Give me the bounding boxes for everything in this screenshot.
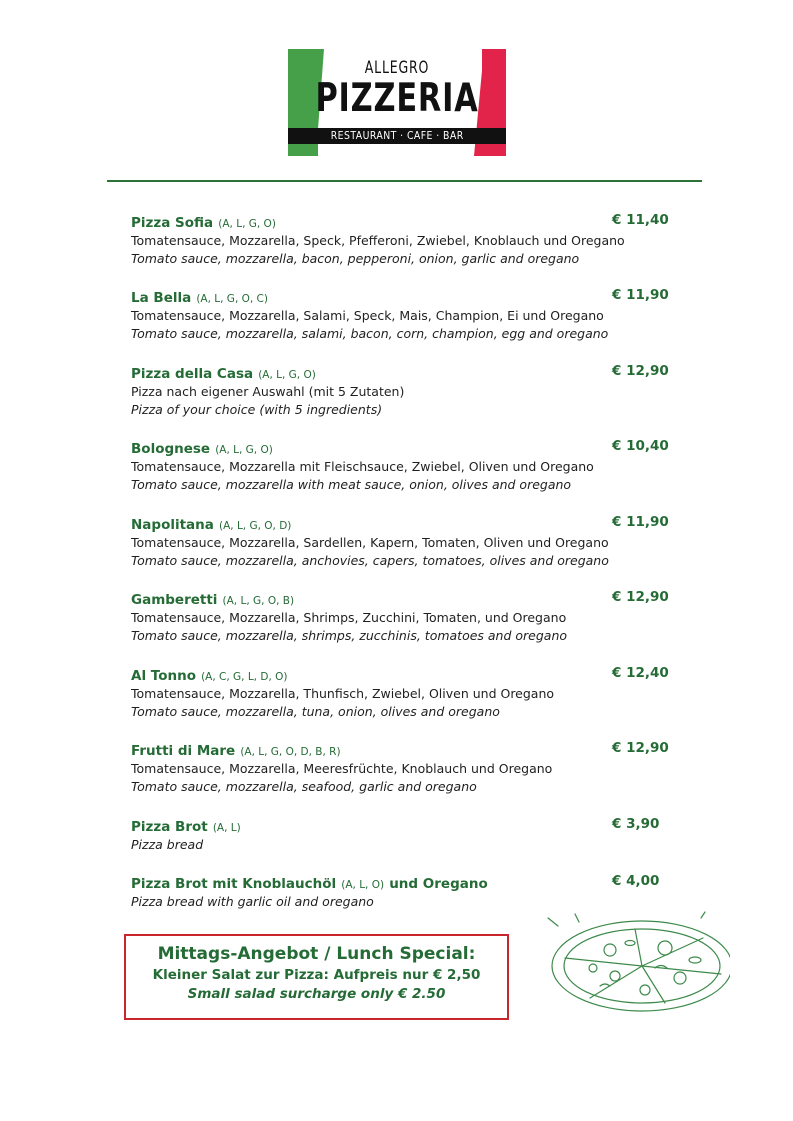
menu-item (131, 589, 691, 665)
item-allergens: (A, L, G, O, C) (196, 293, 268, 305)
item-name: Napolitana (131, 517, 214, 533)
menu-item (131, 212, 691, 287)
item-price: € 4,00 (612, 873, 660, 889)
item-description-en: Pizza bread with garlic oil and oregano (131, 894, 374, 909)
item-price: € 12,90 (612, 363, 669, 379)
item-price: € 12,90 (612, 589, 669, 605)
item-name: Pizza Brot mit Knoblauchöl (131, 876, 337, 892)
item-description-de: Tomatensauce, Mozzarella, Shrimps, Zucchini, Tomaten, und Oregano (131, 610, 567, 625)
item-price: € 12,90 (612, 740, 669, 756)
menu-item (131, 816, 691, 873)
item-allergens: (A, C, G, L, D, O) (201, 671, 288, 683)
item-description-de: Tomatensauce, Mozzarella, Meeresfrüchte, Knoblauch und Oregano (131, 761, 553, 776)
item-description-de: Tomatensauce, Mozzarella, Thunfisch, Zwiebel, Oliven und Oregano (131, 686, 555, 701)
item-description-de: Tomatensauce, Mozzarella, Salami, Speck, Mais, Champion, Ei und Oregano (131, 308, 604, 323)
lunch-special-en: Small salad surcharge only € 2.50 (187, 986, 446, 1002)
item-name: Pizza Sofia (131, 215, 214, 231)
item-name-suffix: und Oregano (389, 876, 488, 892)
logo-text-allegro: ALLEGRO (364, 58, 430, 78)
logo-subtitle: RESTAURANT · CAFE · BAR (330, 129, 464, 142)
item-description-en: Tomato sauce, mozzarella with meat sauce, onion, olives and oregano (131, 477, 572, 492)
menu-item (131, 287, 691, 363)
item-description-de: Tomatensauce, Mozzarella mit Fleischsauce, Zwiebel, Oliven und Oregano (131, 459, 594, 474)
item-price: € 11,90 (612, 287, 669, 303)
item-allergens: (A, L) (212, 822, 241, 834)
item-allergens: (A, L, G, O, B) (222, 595, 295, 607)
item-name: Bolognese (131, 441, 211, 457)
item-description-en: Tomato sauce, mozzarella, bacon, pepperoni, onion, garlic and oregano (131, 251, 580, 266)
item-name: Pizza Brot (131, 819, 208, 835)
lunch-special-box (124, 934, 509, 1020)
menu-item (131, 438, 691, 514)
item-description-de: Tomatensauce, Mozzarella, Sardellen, Kapern, Tomaten, Oliven und Oregano (131, 535, 609, 550)
item-description-en: Tomato sauce, mozzarella, seafood, garlic and oregano (131, 779, 477, 794)
item-allergens: (A, L, G, O, D) (218, 520, 292, 532)
menu-item (131, 514, 691, 589)
logo-text-pizzeria: PIZZERIA (315, 76, 479, 121)
lunch-special-de: Kleiner Salat zur Pizza: Aufpreis nur € 2,50 (152, 967, 481, 983)
menu-item (131, 740, 691, 816)
item-allergens: (A, L, O) (341, 879, 385, 891)
menu-item (131, 363, 691, 438)
item-price: € 3,90 (612, 816, 660, 832)
item-description-en: Tomato sauce, mozzarella, salami, bacon, corn, champion, egg and oregano (131, 326, 609, 341)
item-description-en: Tomato sauce, mozzarella, shrimps, zucchinis, tomatoes and oregano (131, 628, 568, 643)
lunch-special-title: Mittags-Angebot / Lunch Special: (157, 944, 476, 964)
menu-item (131, 873, 691, 913)
item-name: Frutti di Mare (131, 743, 236, 759)
item-description-de: Pizza nach eigener Auswahl (mit 5 Zutaten) (131, 384, 405, 399)
item-allergens: (A, L, G, O) (215, 444, 273, 456)
item-name: La Bella (131, 290, 192, 306)
item-description-en: Tomato sauce, mozzarella, anchovies, capers, tomatoes, olives and oregano (131, 553, 609, 568)
item-description-en: Pizza of your choice (with 5 ingredients) (131, 402, 383, 417)
item-description-de: Tomatensauce, Mozzarella, Speck, Pfefferoni, Zwiebel, Knoblauch und Oregano (131, 233, 625, 248)
item-allergens: (A, L, G, O, D, B, R) (240, 746, 341, 758)
item-name: Pizza della Casa (131, 366, 254, 382)
pizza-sketch-icon (545, 908, 730, 1018)
menu-list (131, 212, 691, 913)
item-name: Gamberetti (131, 592, 218, 608)
item-price: € 11,40 (612, 212, 669, 228)
item-name: Al Tonno (131, 668, 196, 684)
restaurant-logo (288, 49, 506, 156)
item-price: € 10,40 (612, 438, 669, 454)
item-description-en: Pizza bread (131, 837, 204, 852)
item-description-en: Tomato sauce, mozzarella, tuna, onion, olives and oregano (131, 704, 500, 719)
logo-subtitle-bar (288, 128, 506, 144)
header-divider (107, 180, 702, 182)
item-price: € 11,90 (612, 514, 669, 530)
item-allergens: (A, L, G, O) (258, 369, 316, 381)
item-allergens: (A, L, G, O) (218, 218, 276, 230)
item-price: € 12,40 (612, 665, 669, 681)
menu-item (131, 665, 691, 740)
